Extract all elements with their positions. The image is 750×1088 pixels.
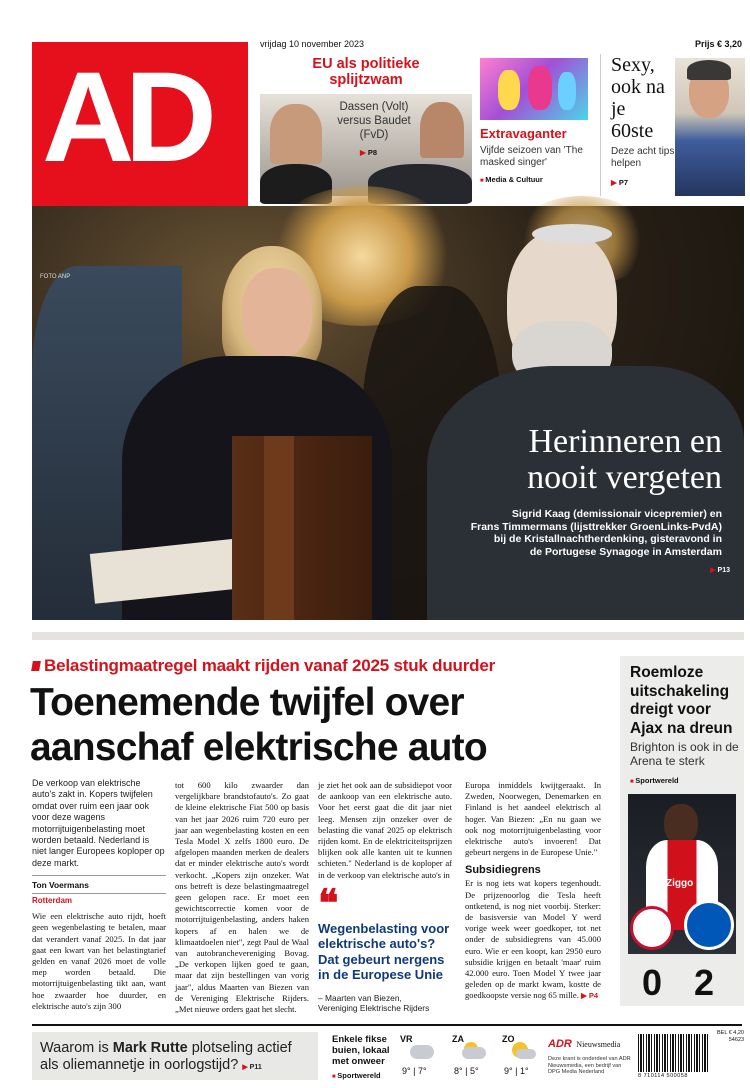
- rutte-page: ▶ P11: [242, 1064, 262, 1071]
- teaser-eu-page: ▶ P8: [360, 148, 378, 157]
- lead-kicker-text: Belastingmaatregel maakt rijden vanaf 2025 stuk duurder: [44, 656, 496, 675]
- sidebar-section: ■ Sportwereld: [630, 776, 679, 785]
- pull-quote-source: [318, 993, 452, 1014]
- kicker-icon: [31, 661, 41, 671]
- lead-column-3: [318, 780, 452, 1014]
- rutte-post: plotseling actief als oliemannetje in oorlogstijd?: [40, 1040, 292, 1073]
- lead-subhead: Subsidiegrens: [465, 864, 541, 877]
- photo-caption-line4: de Portugese Synagoge in Amsterdam: [529, 545, 722, 558]
- lead-column-1: [32, 778, 166, 1012]
- weather-day-1-temps: 9° | 7°: [402, 1066, 427, 1076]
- rutte-page-number: P11: [249, 1064, 262, 1071]
- rutte-pre: Waarom is: [40, 1040, 113, 1056]
- score-home: 0: [642, 962, 663, 1003]
- teaser-eu-page-number: P8: [367, 148, 378, 157]
- main-photo: [32, 206, 744, 620]
- teaser-sexy-sub: Deze acht tips helpen: [611, 146, 675, 169]
- lead-column-4-text-a: Europa inmiddels kwijtgeraakt. In Zweden, Noorwegen, Denemarken en Finland is het aandeel elektrisch al hoger. Van Biezen: „En nu gaan we ook nog motorrijtuigenbelasting voor elektrische auto's invoeren! Dat gebeurt nergens in de Europese Unie.": [465, 780, 601, 858]
- lead-intro: De verkoop van elektrische auto's zakt in. Kopers twijfelen omdat over ruim een jaar ook voor deze wagens motorrijtuigenbelasting moet worden betaald. Nederland is niet langer Europees koploper op deze markt.: [32, 778, 165, 868]
- lead-kicker: [32, 656, 495, 676]
- photo-headline: [527, 424, 722, 496]
- sidebar-photo: [628, 794, 736, 954]
- weather-day-1-label: VR: [400, 1034, 413, 1044]
- publisher-logo: [548, 1034, 632, 1052]
- brighton-crest-icon: [684, 900, 734, 950]
- dateline-rule: [32, 893, 166, 894]
- barcode-number: 8 710114 500058: [638, 1073, 688, 1079]
- barcode-bars: [638, 1034, 708, 1072]
- section-divider: [32, 632, 744, 640]
- lead-headline-line2: aanschaf elektrische auto: [30, 726, 487, 769]
- lead-dateline: Rotterdam: [32, 896, 73, 906]
- byline-rule: [32, 875, 166, 876]
- photo-page-number: P13: [717, 567, 730, 574]
- cloud-icon: [516, 1049, 536, 1059]
- barcode: [638, 1030, 744, 1082]
- sidebar-sub: Brighton is ook in de Arena te sterk: [630, 740, 739, 768]
- weather-day-2-temps: 8° | 5°: [454, 1066, 479, 1076]
- weather-day-2-hi: 8°: [454, 1066, 463, 1076]
- weather-section: ■ Sportwereld: [332, 1071, 381, 1080]
- teaser-sexy-page-number: P7: [618, 178, 629, 187]
- cloud-icon: [462, 1047, 486, 1059]
- lead-column-4-text-b: [465, 878, 601, 1001]
- lead-column-2: tot 600 kilo zwaarder dan vergelijkbare brandstofauto's. Zo gaat de kleine elektrische Fiat 500 op basis van het jaar 2026 ruim 720 euro per jaar aan wegenbelasting kosten en een Tesla Model X zelfs 1800 euro. De afgelopen maanden merken de dealers dat er minder elektrische auto's wordt verkocht. „Kopers zijn onzeker. Wat ons betreft is deze belastingmaatregel geen gelopen race. Er moet een gewichtscorrectie komen voor de motorrijtuigenbelasting, anders haken kopers af en halen we de klimaatdoelen niet", zegt Paul de Waal van autobranchevereniging Bovag. „De verkopen lijken goed te gaan, maar dat zijn bestellingen van vorig jaar", aldus Maarten van Biezen van de Vereniging Elektrische Rijders. „Met nieuwe orders gaat het slecht.: [175, 780, 309, 1015]
- photo-page: ▶ P13: [710, 567, 730, 574]
- weather-text: Enkele fikse buien, lokaal met onweer: [332, 1034, 390, 1067]
- weather-day-2-lo: 5°: [469, 1066, 479, 1076]
- lead-headline[interactable]: [30, 680, 610, 770]
- photo-credit: FOTO ANP: [40, 274, 71, 280]
- weather-day-1-lo: 7°: [417, 1066, 427, 1076]
- weather-day-3-label: ZO: [502, 1034, 515, 1044]
- weather-day-1: [400, 1034, 450, 1080]
- price: Prijs € 3,20: [694, 39, 742, 49]
- lead-page-number: P4: [588, 991, 599, 1001]
- sidebar-sport[interactable]: [620, 656, 744, 1006]
- lead-column-4-text-b-copy: Er is nog iets wat kopers tegenhoudt. De prijzenoorlog die Tesla heeft ontketend, is nog niet voorbij. Sterker: de basisversie van Model Y werd vorige week weer goedkoper, tot net onder de subsidiegrens van 45.000 euro. Wie er een koopt, kan 2950 euro subsidie krijgen en betaalt 'maar' ruim 42.000 euro. Toen Model Y twee jaar geleden op de markt kwam, kostte de goedkoopste versie nog 65 mille.: [465, 878, 601, 1001]
- footer-rutte-text: [40, 1040, 310, 1076]
- teaser-eu-headline: EU als politieke splijtzwam: [312, 56, 420, 88]
- barcode-price: BEL € 4,20: [716, 1030, 744, 1036]
- teaser-sexy-page: ▶ P7: [611, 178, 629, 187]
- lead-headline-line1: Toenemende twijfel over: [30, 681, 464, 724]
- quote-mark-icon: ❝: [318, 882, 339, 925]
- teaser-masked-singer-photo: [480, 58, 588, 120]
- rutte-name: Mark Rutte: [112, 1040, 188, 1056]
- teaser-sexy[interactable]: [600, 54, 744, 196]
- weather-day-1-hi: 9°: [402, 1066, 411, 1076]
- lead-column-4: [465, 780, 601, 1002]
- teaser-masked-singer-section: ■ Media & Cultuur: [480, 175, 543, 184]
- jersey-sponsor: Ziggo: [666, 878, 694, 889]
- weather-day-3-temps: 9° | 1°: [504, 1066, 529, 1076]
- footer-rutte[interactable]: [32, 1032, 318, 1080]
- teaser-eu[interactable]: [260, 54, 472, 196]
- photo-caption: [471, 508, 722, 558]
- barcode-code: 54623: [728, 1037, 744, 1043]
- score-away: 2: [694, 962, 715, 1003]
- publisher-block: [548, 1034, 632, 1080]
- photo-caption-line3: bij de Kristallnachtherdenking, gisteravond in: [493, 533, 722, 546]
- teaser-masked-singer-headline: Extravaganter: [480, 126, 567, 141]
- weather-day-2: [452, 1034, 502, 1080]
- teaser-eu-sub: Dassen (Volt) versus Baudet (FvD): [337, 101, 411, 141]
- pull-quote-source-line2: Vereniging Elektrische Rijders: [318, 1003, 430, 1014]
- sidebar-headline: Roemloze uitschakeling dreigt voor Ajax na dreun: [630, 664, 733, 737]
- weather-day-3: [502, 1034, 546, 1080]
- photo-headline-line1: Herinneren en: [528, 423, 722, 460]
- lead-author: Ton Voermans: [32, 880, 89, 891]
- lead-column-1-text: Wie een elektrische auto rijdt, hoeft geen wegenbelasting te betalen, maar dat verandert vanaf 2025. In dat jaar gaat een kwart van het belastingtarief gelden en vanaf 2026 moet de volle mep worden betaald. Die motorrijtuigenbelasting tikt aan, want hoe zwaarder hoe duurder, en elektrische auto's zijn 300: [32, 911, 166, 1011]
- footer-rule: [32, 1024, 742, 1026]
- lead-page-ref: ▶ P4: [581, 991, 599, 1001]
- pull-quote-source-line1: – Maarten van Biezen,: [318, 992, 402, 1003]
- teaser-masked-singer[interactable]: [480, 54, 592, 196]
- photo-caption-line2: Frans Timmermans (lijsttrekker GroenLinks-PvdA): [470, 520, 722, 533]
- teaser-masked-singer-sub: Vijfde seizoen van 'The masked singer': [480, 145, 583, 168]
- weather-day-3-lo: 1°: [519, 1066, 529, 1076]
- teaser-sexy-headline: Sexy, ook na je 60ste: [611, 54, 665, 142]
- photo-headline-line2: nooit vergeten: [527, 459, 722, 496]
- logo-letters: AD: [42, 46, 207, 189]
- lead-column-3-text: je ziet het ook aan de subsidiepot voor de aankoop van een elektrische auto. Voor het eerst gaat die dit jaar niet leeg. Mensen zijn onzeker over de belasting die vanaf 2025 op elektrisch rijden komt. En de elektriciteitsprijzen blijken ook alle kanten uit te kunnen schieten." Nederland is de koploper af in de verkoop van elektrische auto's in: [318, 780, 452, 880]
- weather-day-3-hi: 9°: [504, 1066, 513, 1076]
- teaser-sexy-photo: [675, 58, 745, 196]
- publisher-logo-mark: ADR: [548, 1038, 572, 1050]
- ajax-crest-icon: [630, 906, 674, 950]
- publisher-logo-name: Nieuwsmedia: [576, 1040, 621, 1049]
- photo-caption-line1: Sigrid Kaag (demissionair vicepremier) en: [511, 508, 722, 520]
- pull-quote: Wegenbelasting voor elektrische auto's? Dat gebeurt nergens in de Europese Unie: [318, 920, 450, 983]
- weather-day-2-label: ZA: [452, 1034, 464, 1044]
- publisher-note: Deze krant is onderdeel van ADR Nieuwsmedia, een bedrijf van DPG Media Nederland: [548, 1056, 631, 1076]
- issue-date: vrijdag 10 november 2023: [260, 39, 365, 49]
- rain-cloud-icon: [410, 1045, 434, 1059]
